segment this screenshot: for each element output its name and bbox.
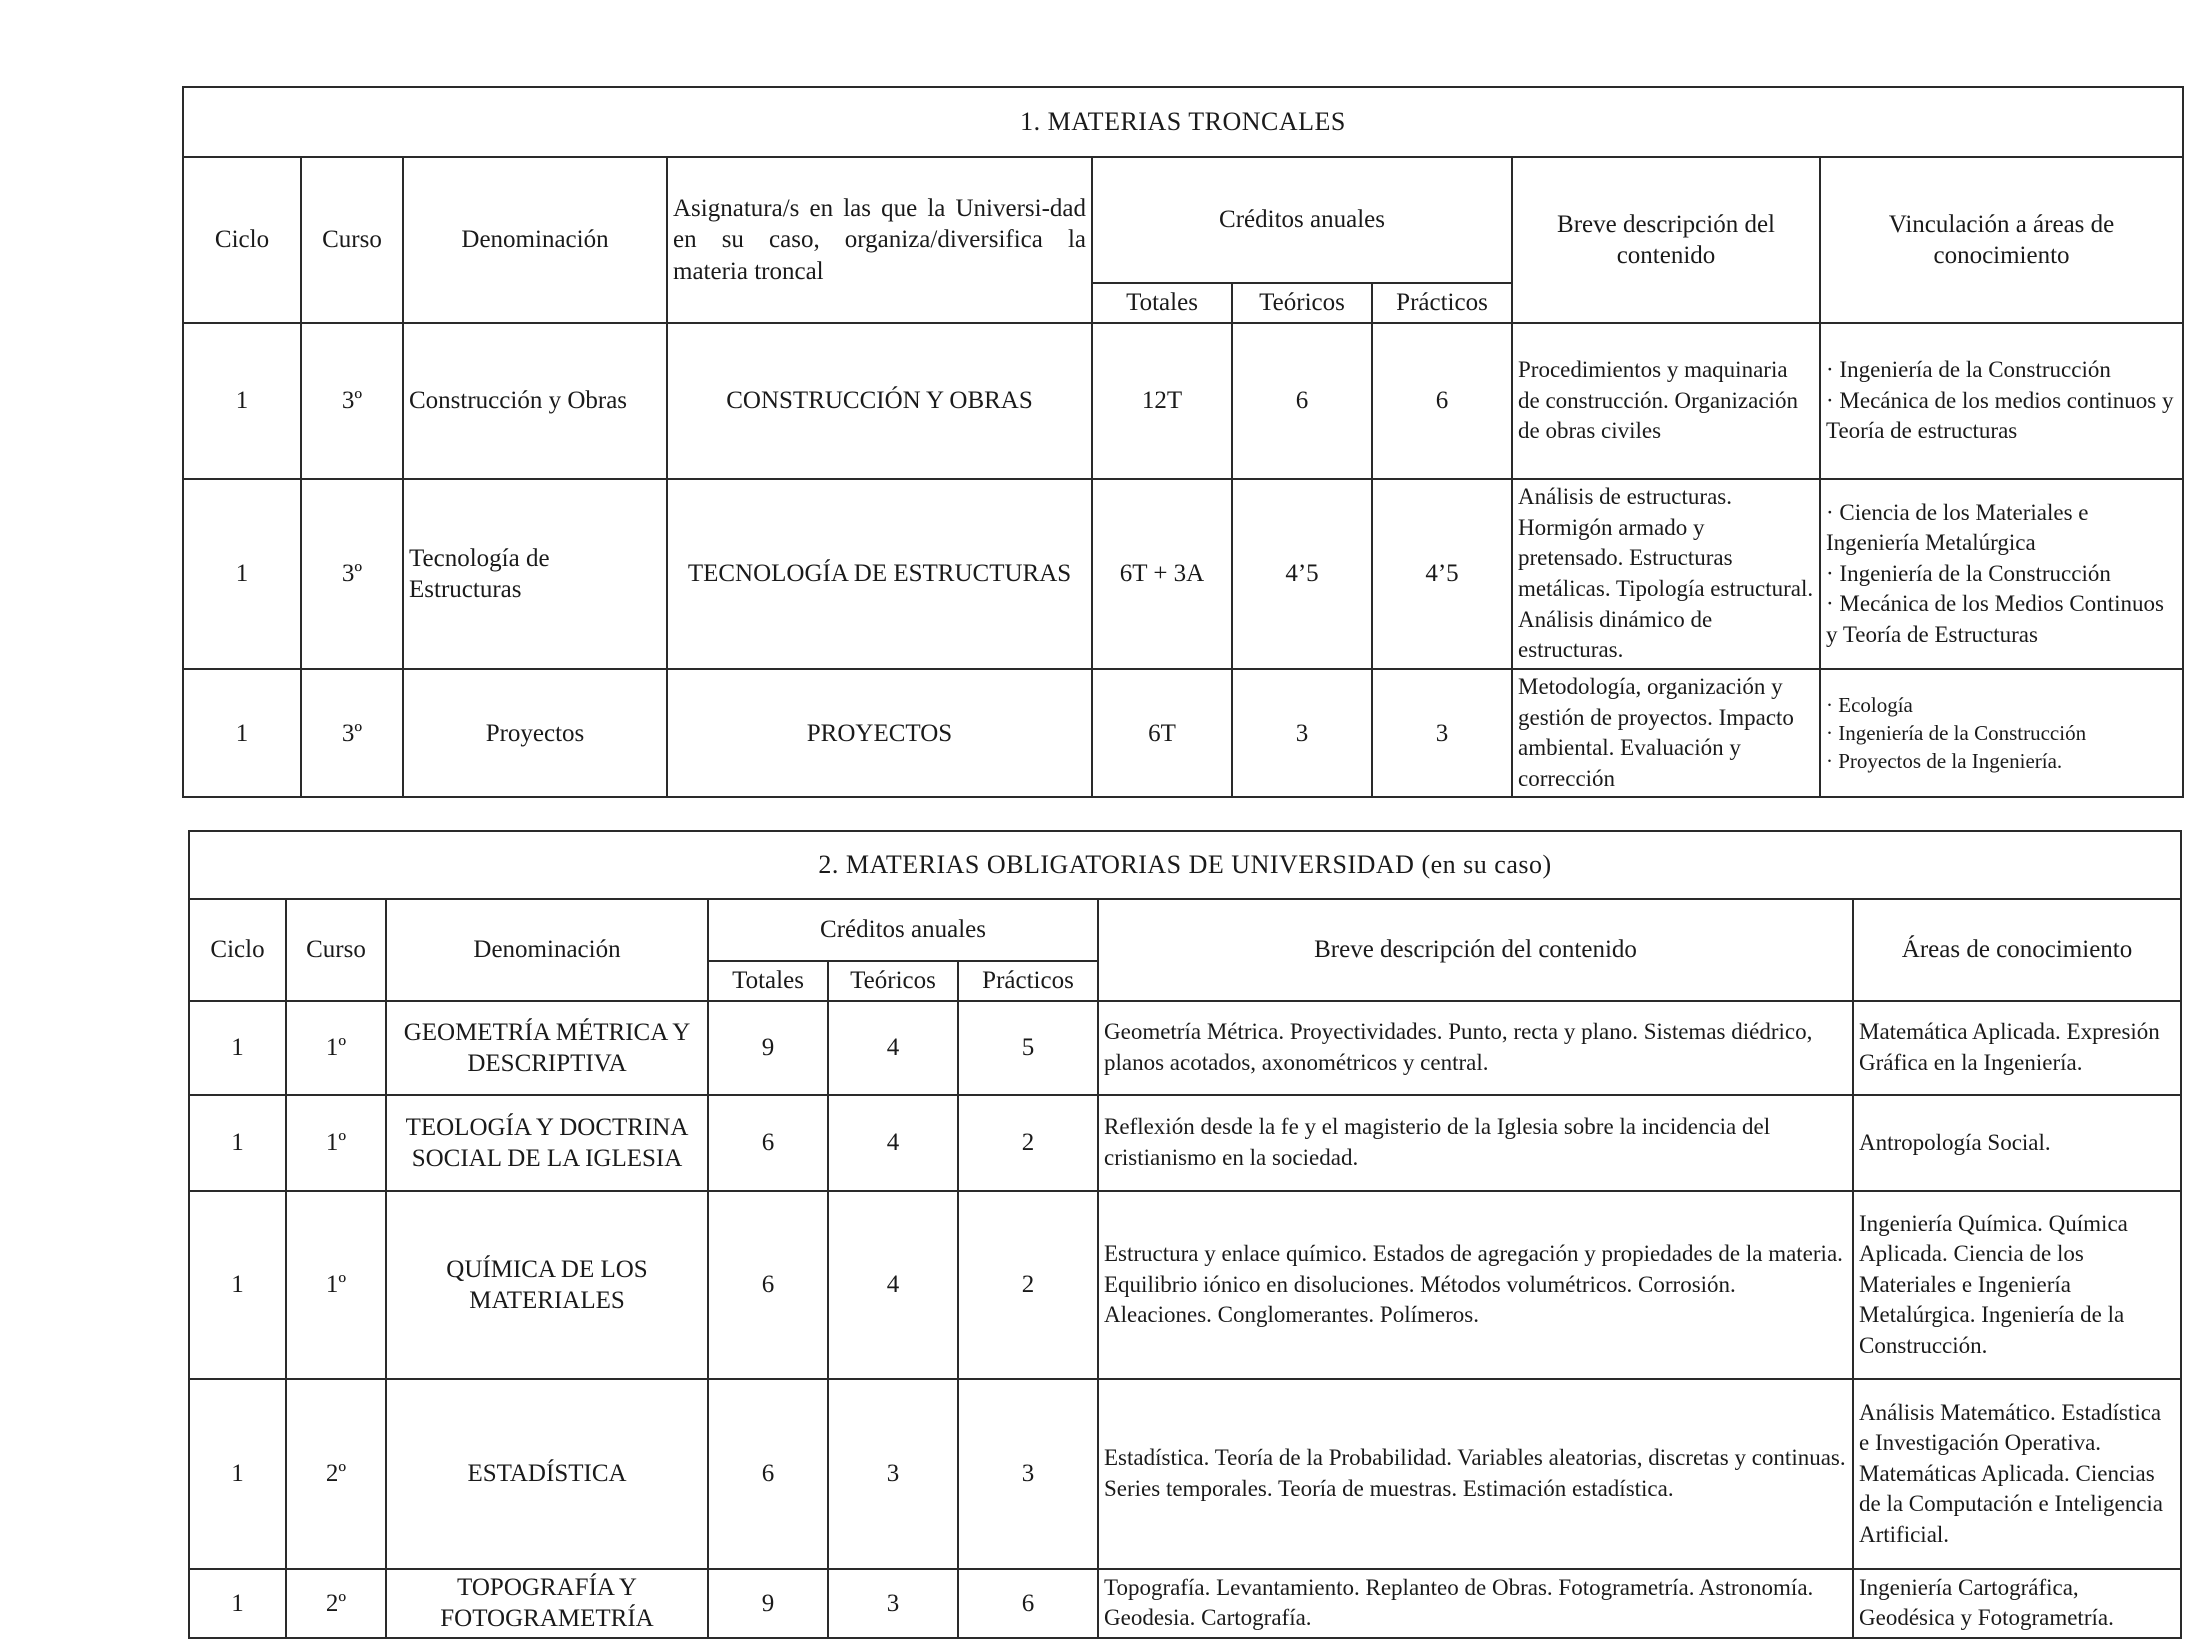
header-practicos: Prácticos xyxy=(958,961,1098,1001)
obligatorias-title: 2. MATERIAS OBLIGATORIAS DE UNIVERSIDAD (en su caso) xyxy=(189,831,2181,899)
cell-areas: Ingeniería Química. Química Aplicada. Ciencia de los Materiales e Ingeniería Metalúrgica. Ingeniería de la Construcción. xyxy=(1853,1191,2181,1379)
header-creditos: Créditos anuales xyxy=(1092,157,1512,283)
cell-practicos: 2 xyxy=(958,1191,1098,1379)
header-denominacion: Denominación xyxy=(403,157,667,323)
area-item: · Ecología xyxy=(1826,692,1913,717)
area-item: · Mecánica de los medios continuos y Teoría de estructuras xyxy=(1826,387,2174,444)
cell-descripcion: Análisis de estructuras. Hormigón armado y pretensado. Estructuras metálicas. Tipología estructural. Análisis dinámico de estructuras. xyxy=(1512,479,1820,669)
header-creditos: Créditos anuales xyxy=(708,899,1098,961)
header-denominacion: Denominación xyxy=(386,899,708,1001)
cell-areas xyxy=(1820,323,2183,479)
header-curso: Curso xyxy=(301,157,403,323)
cell-totales: 6 xyxy=(708,1191,828,1379)
cell-descripcion: Estadística. Teoría de la Probabilidad. Variables aleatorias, discretas y continuas. Series temporales. Teoría de muestras. Estimación estadística. xyxy=(1098,1379,1853,1569)
cell-ciclo: 1 xyxy=(189,1569,286,1638)
header-areas: Áreas de conocimiento xyxy=(1853,899,2181,1001)
cell-asignatura: TECNOLOGÍA DE ESTRUCTURAS xyxy=(667,479,1092,669)
cell-denominacion: GEOMETRÍA MÉTRICA Y DESCRIPTIVA xyxy=(386,1001,708,1095)
cell-totales: 6 xyxy=(708,1379,828,1569)
cell-denominacion: TOPOGRAFÍA Y FOTOGRAMETRÍA xyxy=(386,1569,708,1638)
cell-ciclo: 1 xyxy=(183,479,301,669)
cell-totales: 6T + 3A xyxy=(1092,479,1232,669)
cell-totales: 6 xyxy=(708,1095,828,1191)
header-vinculacion: Vinculación a áreas de conocimiento xyxy=(1820,157,2183,323)
cell-totales: 6T xyxy=(1092,669,1232,797)
header-descripcion: Breve descripción del contenido xyxy=(1098,899,1853,1001)
area-item: · Proyectos de la Ingeniería. xyxy=(1826,749,2063,774)
header-totales: Totales xyxy=(708,961,828,1001)
cell-curso: 1º xyxy=(286,1001,386,1095)
cell-practicos: 5 xyxy=(958,1001,1098,1095)
cell-totales: 12T xyxy=(1092,323,1232,479)
cell-ciclo: 1 xyxy=(189,1095,286,1191)
header-curso: Curso xyxy=(286,899,386,1001)
header-ciclo: Ciclo xyxy=(183,157,301,323)
troncales-title: 1. MATERIAS TRONCALES xyxy=(183,87,2183,157)
cell-ciclo: 1 xyxy=(183,323,301,479)
cell-areas: Ingeniería Cartográfica, Geodésica y Fotogrametría. xyxy=(1853,1569,2181,1638)
cell-teoricos: 3 xyxy=(828,1569,958,1638)
area-item: · Ingeniería de la Construcción xyxy=(1826,357,2111,383)
header-descripcion: Breve descripción del contenido xyxy=(1512,157,1820,323)
cell-descripcion: Metodología, organización y gestión de proyectos. Impacto ambiental. Evaluación y corrección xyxy=(1512,669,1820,797)
cell-totales: 9 xyxy=(708,1001,828,1095)
cell-areas xyxy=(1820,479,2183,669)
cell-asignatura: CONSTRUCCIÓN Y OBRAS xyxy=(667,323,1092,479)
cell-curso: 1º xyxy=(286,1191,386,1379)
cell-practicos: 3 xyxy=(1372,669,1512,797)
cell-curso: 1º xyxy=(286,1095,386,1191)
cell-areas: Matemática Aplicada. Expresión Gráfica en la Ingeniería. xyxy=(1853,1001,2181,1095)
cell-denominacion: ESTADÍSTICA xyxy=(386,1379,708,1569)
cell-denominacion: QUÍMICA DE LOS MATERIALES xyxy=(386,1191,708,1379)
cell-teoricos: 6 xyxy=(1232,323,1372,479)
table-row xyxy=(183,323,2183,479)
cell-teoricos: 3 xyxy=(1232,669,1372,797)
cell-ciclo: 1 xyxy=(189,1001,286,1095)
cell-descripcion: Estructura y enlace químico. Estados de agregación y propiedades de la materia. Equilibrio iónico en disoluciones. Métodos volumétricos. Corrosión. Aleaciones. Conglomerantes. Polímeros. xyxy=(1098,1191,1853,1379)
cell-denominacion: Construcción y Obras xyxy=(403,323,667,479)
header-ciclo: Ciclo xyxy=(189,899,286,1001)
cell-descripcion: Topografía. Levantamiento. Replanteo de Obras. Fotogrametría. Astronomía. Geodesia. Cartografía. xyxy=(1098,1569,1853,1638)
cell-descripcion: Reflexión desde la fe y el magisterio de la Iglesia sobre la incidencia del cristianismo en la sociedad. xyxy=(1098,1095,1853,1191)
cell-curso: 2º xyxy=(286,1379,386,1569)
table-row xyxy=(189,1569,2181,1638)
cell-asignatura: PROYECTOS xyxy=(667,669,1092,797)
cell-totales: 9 xyxy=(708,1569,828,1638)
cell-teoricos: 4 xyxy=(828,1191,958,1379)
cell-ciclo: 1 xyxy=(189,1379,286,1569)
table-row xyxy=(189,1095,2181,1191)
cell-practicos: 2 xyxy=(958,1095,1098,1191)
cell-practicos: 6 xyxy=(1372,323,1512,479)
cell-areas: Análisis Matemático. Estadística e Investigación Operativa. Matemáticas Aplicada. Ciencias de la Computación e Inteligencia Artificial. xyxy=(1853,1379,2181,1569)
cell-curso: 2º xyxy=(286,1569,386,1638)
header-asignatura: Asignatura/s en las que la Universi-dad en su caso, organiza/diversifica la materia troncal xyxy=(667,157,1092,323)
header-totales: Totales xyxy=(1092,283,1232,323)
header-teoricos: Teóricos xyxy=(1232,283,1372,323)
cell-practicos: 6 xyxy=(958,1569,1098,1638)
cell-areas: Antropología Social. xyxy=(1853,1095,2181,1191)
area-item: · Ingeniería de la Construcción xyxy=(1826,720,2087,745)
table-row xyxy=(189,1191,2181,1379)
cell-teoricos: 4’5 xyxy=(1232,479,1372,669)
table-row xyxy=(183,479,2183,669)
cell-areas xyxy=(1820,669,2183,797)
cell-teoricos: 3 xyxy=(828,1379,958,1569)
cell-denominacion: TEOLOGÍA Y DOCTRINA SOCIAL DE LA IGLESIA xyxy=(386,1095,708,1191)
cell-curso: 3º xyxy=(301,323,403,479)
cell-descripcion: Geometría Métrica. Proyectividades. Punto, recta y plano. Sistemas diédrico, planos acotados, axonométricos y central. xyxy=(1098,1001,1853,1095)
cell-curso: 3º xyxy=(301,479,403,669)
table-row xyxy=(183,669,2183,797)
cell-denominacion: Tecnología de Estructuras xyxy=(403,479,667,669)
area-item: · Mecánica de los Medios Continuos y Teoría de Estructuras xyxy=(1826,591,2164,647)
area-item: · Ingeniería de la Construcción xyxy=(1826,560,2111,586)
cell-descripcion: Procedimientos y maquinaria de construcción. Organización de obras civiles xyxy=(1512,323,1820,479)
cell-ciclo: 1 xyxy=(189,1191,286,1379)
obligatorias-table xyxy=(188,830,2182,1639)
header-practicos: Prácticos xyxy=(1372,283,1512,323)
cell-curso: 3º xyxy=(301,669,403,797)
area-item: · Ciencia de los Materiales e Ingeniería Metalúrgica xyxy=(1826,499,2089,556)
cell-practicos: 3 xyxy=(958,1379,1098,1569)
cell-ciclo: 1 xyxy=(183,669,301,797)
cell-teoricos: 4 xyxy=(828,1095,958,1191)
cell-teoricos: 4 xyxy=(828,1001,958,1095)
table-row xyxy=(189,1001,2181,1095)
header-teoricos: Teóricos xyxy=(828,961,958,1001)
cell-practicos: 4’5 xyxy=(1372,479,1512,669)
troncales-table xyxy=(182,86,2184,798)
table-row xyxy=(189,1379,2181,1569)
cell-denominacion: Proyectos xyxy=(403,669,667,797)
